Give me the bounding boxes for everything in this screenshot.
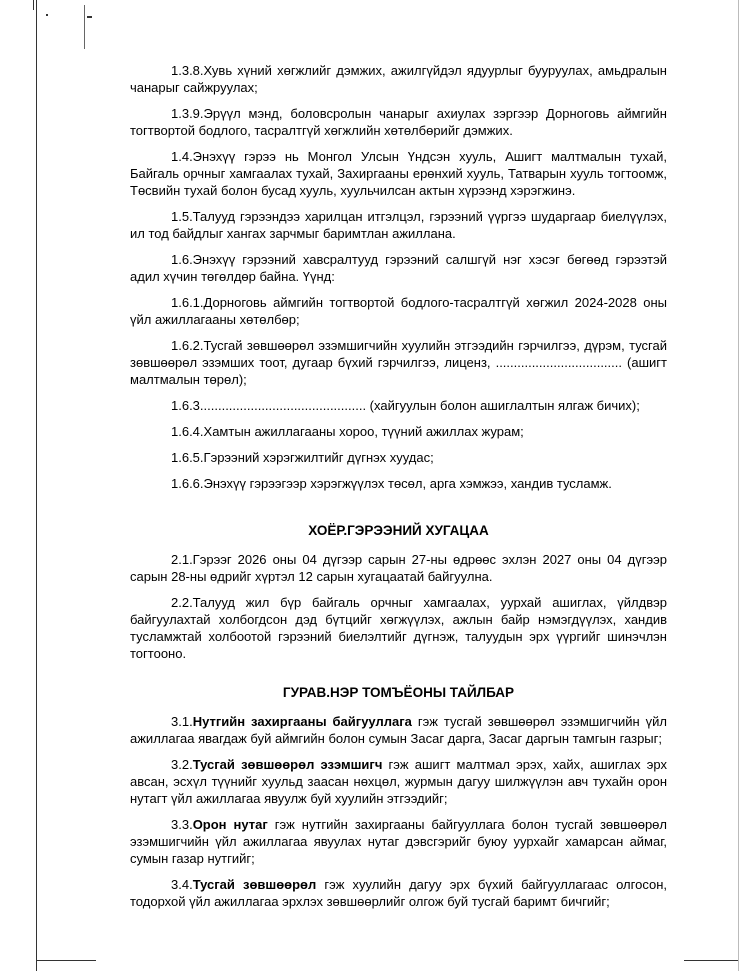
scan-speck xyxy=(87,16,92,18)
paragraph-2-1: 2.1.Гэрээг 2026 оны 04 дүгээр сарын 27-ны өдрөөс эхлэн 2027 оны 04 дүгээр сарын 28-ны өдрийг хүртэл 12 сарын хугацаатай байгуулна. xyxy=(130,552,667,584)
paragraph-1-6-3: 1.6.3.............................................. (хайгуулын болон ашиглалтын ялгаж бичих); xyxy=(171,398,640,413)
paragraph-1-5: 1.5.Талууд гэрээндээ харилцан итгэлцэл, гэрээний үүргээ шударгаар биелүүлэх, ил тод байдлыг хангах зарчмыг баримтлан ажиллана. xyxy=(130,209,667,241)
paragraph-1-6-1: 1.6.1.Дорноговь аймгийн тогтвортой бодлого-тасралтгүй хөгжил 2024-2028 оны үйл ажиллагааны хөтөлбөр; xyxy=(130,295,667,327)
scan-border-bottom-right xyxy=(684,960,738,961)
paragraph-2-2: 2.2.Талууд жил бүр байгаль орчныг хамгаалах, уурхай ашиглах, үйлдвэр байгуулахтай холбогдсон дэд бүтцийг хөгжүүлэх, ажлын байр нэмэгдүүлэх, хандив тусламжтай холбоотой гэрээний биелэлтийг дүгнэж, талуудын эрх үүргийг шинэчлэн тогтооно. xyxy=(130,595,667,661)
paragraph-1-6-2: 1.6.2.Тусгай зөвшөөрөл эзэмшигчийн хуулийн этгээдийн гэрчилгээ, дүрэм, тусгай зөвшөөрөл эзэмших тоот, дугаар бүхий гэрчилгээ, лиценз, ................................... (ашигт малтмалын төрөл); xyxy=(130,338,667,387)
definition-term: Тусгай зөвшөөрөл xyxy=(192,877,317,892)
section-heading-term: ХОЁР.ГЭРЭЭНИЙ ХУГАЦАА xyxy=(308,523,489,538)
scan-border-mark xyxy=(33,0,34,10)
scan-border-bottom-left xyxy=(36,960,96,961)
scan-border-right xyxy=(738,0,739,971)
definition-text: гэж тусгай зөвшөөрөл эзэмшигчийн үйл ажиллагаа явагдаж буй аймгийн болон сумын Засаг дарга, Засаг даргын тамгын газрыг; xyxy=(130,714,667,746)
definition-term: Орон нутаг xyxy=(192,817,268,832)
definition-text: гэж нутгийн захиргааны байгууллага болон тусгай зөвшөөрөл эзэмшигчийн үйл ажиллагаа явуулах нутаг дэвсгэрийг буюу уурхайг хамарсан аймаг, сумын газар нутгийг; xyxy=(130,817,667,866)
definition-number: 3.3. xyxy=(171,817,193,832)
paragraph-1-4: 1.4.Энэхүү гэрээ нь Монгол Улсын Үндсэн хууль, Ашигт малтмалын тухай, Байгаль орчныг хамгаалах тухай, Захиргааны ерөнхий хууль, Татварын хууль тогтоомж, Төсвийн тухай болон бусад хууль, хуульчилсан актын хүрээнд хэрэгжинэ. xyxy=(130,149,667,198)
paragraph-1-6-5: 1.6.5.Гэрээний хэрэгжилтийг дүгнэх хуудас; xyxy=(171,450,434,465)
paragraph-1-6-6: 1.6.6.Энэхүү гэрээгээр хэрэгжүүлэх төсөл, арга хэмжээ, хандив тусламж. xyxy=(171,476,612,491)
definition-term: Нутгийн захиргааны байгууллага xyxy=(192,714,412,729)
paragraph-1-3-8: 1.3.8.Хувь хүний хөгжлийг дэмжих, ажилгүйдэл ядуурлыг бууруулах, амьдралын чанарыг сайжруулах; xyxy=(130,63,667,95)
definition-term: Тусгай зөвшөөрөл эзэмшигч xyxy=(192,757,383,772)
definition-text: гэж ашигт малтмал эрэх, хайх, ашиглах эрх авсан, эсхүл түүнийг хуульд заасан нөхцөл, журмын дагуу шилжүүлэн авч тухайн орон нутагт үйл ажиллагаа явуулж буй хуулийн этгээдийг; xyxy=(130,757,667,806)
definition-number: 3.1. xyxy=(171,714,193,729)
definition-3-4 xyxy=(130,876,667,910)
definition-number: 3.4. xyxy=(171,877,193,892)
definition-3-1 xyxy=(130,713,667,747)
definition-3-2 xyxy=(130,756,667,807)
scan-border-left xyxy=(36,0,37,971)
document-page xyxy=(130,62,667,919)
paragraph-1-6-4: 1.6.4.Хамтын ажиллагааны хороо, түүний ажиллах журам; xyxy=(171,424,524,439)
definition-3-3 xyxy=(130,816,667,867)
scan-speck xyxy=(46,14,48,16)
scan-border-mark xyxy=(84,5,85,49)
definition-number: 3.2. xyxy=(171,757,193,772)
definition-text: гэж хуулийн дагуу эрх бүхий байгууллагаас олгосон, тодорхой үйл ажиллагаа эрхлэх зөвшөөрлийг олгож буй тусгай баримт бичгийг; xyxy=(130,877,667,909)
paragraph-1-3-9: 1.3.9.Эрүүл мэнд, боловсролын чанарыг ахиулах зэргээр Дорноговь аймгийн тогтвортой бодлого, тасралтгүй хөгжлийн хөтөлбөрийг дэмжих. xyxy=(130,106,667,138)
paragraph-1-6: 1.6.Энэхүү гэрээний хавсралтууд гэрээний салшгүй нэг хэсэг бөгөөд гэрээтэй адил хүчин төгөлдөр байна. Үүнд: xyxy=(130,252,667,284)
section-heading-definitions: ГУРАВ.НЭР ТОМЪЁОНЫ ТАЙЛБАР xyxy=(282,685,515,700)
